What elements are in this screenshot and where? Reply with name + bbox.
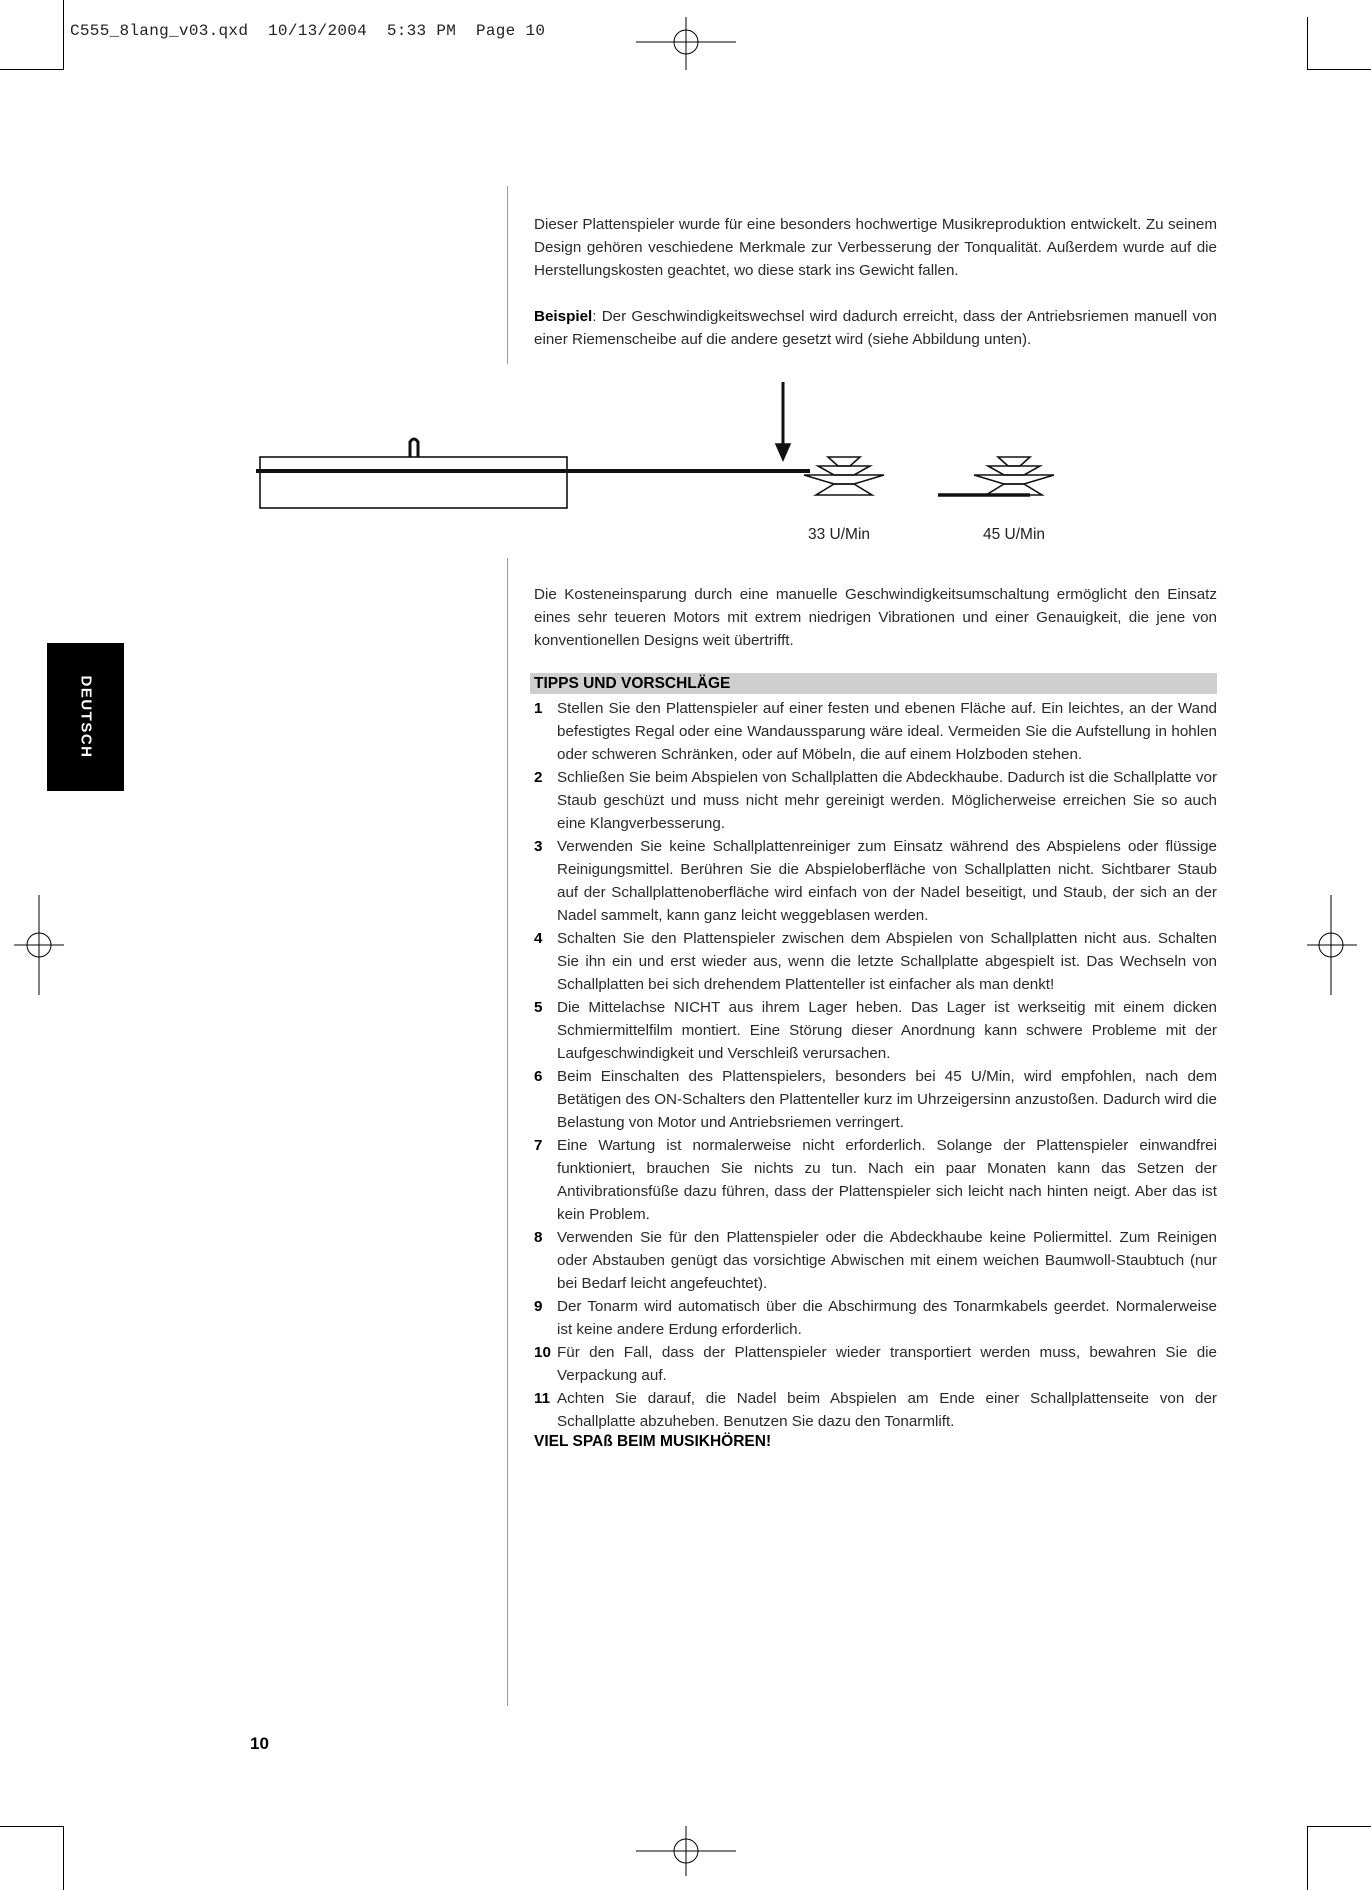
tips-heading: TIPPS UND VORSCHLÄGE: [530, 673, 1217, 694]
list-item: 5 Die Mittelachse NICHT aus ihrem Lager heben. Das Lager ist werkseitig mit einem dicken Schmiermittelfilm montiert. Eine Störung dieser Anordnung kann schwere Probleme mit der Laufgeschwindigkeit und Verschleiß verursachen.: [534, 999, 1217, 1062]
list-item: 2 Schließen Sie beim Abspielen von Schallplatten die Abdeckhaube. Dadurch ist die Schallplatte vor Staub geschüzt und muss nicht mehr gereinigt werden. Möglicherweise erreichen Sie so auch eine Klangverbesserung.: [534, 769, 1217, 832]
intro-paragraph: Dieser Plattenspieler wurde für eine besonders hochwertige Musikreproduktion entwickelt. Zu seinem Design gehören veschiedene Merkmale zur Verbesserung der Tonqualität. Außerdem wurde auf die Herstellungskosten geachtet, wo diese stark ins Gewicht fallen.: [534, 216, 1217, 279]
tips-list: [534, 697, 1217, 1433]
example-text: : Der Geschwindigkeitswechsel wird dadurch erreicht, dass der Antriebsriemen manuell von einer Riemenscheibe auf die andere gesetzt wird (siehe Abbildung unten).: [534, 308, 1217, 348]
list-item: 10 Für den Fall, dass der Plattenspieler wieder transportiert werden muss, bewahren Sie die Verpackung auf.: [534, 1344, 1217, 1384]
list-item: 7 Eine Wartung ist normalerweise nicht erforderlich. Solange der Plattenspieler einwandfrei funktioniert, brauchen Sie nichts zu tun. Nach ein paar Monaten kann das Setzen der Antivibrationsfüße dazu führen, dass der Plattenspieler sich leicht nach hinten neigt. Aber das ist kein Problem.: [534, 1137, 1217, 1223]
label-45-rpm: 45 U/Min: [983, 526, 1046, 543]
list-item: 9 Der Tonarm wird automatisch über die Abschirmung des Tonarmkabels geerdet. Normalerweise ist keine andere Erdung erforderlich.: [534, 1298, 1217, 1338]
pulley-33: [804, 457, 884, 495]
example-paragraph: [534, 305, 1217, 351]
list-item: 8 Verwenden Sie für den Plattenspieler oder die Abdeckhaube keine Poliermittel. Zum Reinigen oder Abstauben genügt das vorsichtige Abwischen mit einem weichen Baumwoll-Staubtuch (nur bei Bedarf leicht angefeuchtet).: [534, 1229, 1217, 1292]
example-label: Beispiel: [534, 308, 593, 325]
list-item: 1 Stellen Sie den Plattenspieler auf einer festen und ebenen Fläche auf. Ein leichtes, an der Wand befestigtes Regal oder eine Wandaussparung wäre ideal. Vermeiden Sie die Aufstellung in hohlen oder schweren Schränken, oder auf Möbeln, die auf einem Holzboden stehen.: [534, 700, 1217, 763]
column-rule-top: [507, 186, 508, 364]
pulley-45: [938, 457, 1054, 495]
closing-line: VIEL SPAß BEIM MUSIKHÖREN!: [534, 1433, 772, 1450]
platter-outline: [260, 457, 567, 508]
savings-paragraph: Die Kosteneinsparung durch eine manuelle Geschwindigkeitsumschaltung ermöglicht den Einsatz eines sehr teueren Motors mit extrem niedrigen Vibrationen und einer Genauigkeit, die jene von konventionellen Designs weit übertrifft.: [534, 586, 1217, 649]
list-item: 6 Beim Einschalten des Plattenspielers, besonders bei 45 U/Min, wird empfohlen, nach dem Betätigen des ON-Schalters den Plattenteller kurz im Uhrzeigersinn anzustoßen. Dadurch wird die Belastung von Motor und Antriebsriemen verringert.: [534, 1068, 1217, 1131]
list-item: 3 Verwenden Sie keine Schallplattenreiniger zum Einsatz während des Abspielens oder flüssige Reinigungsmittel. Berühren Sie die Abspieloberfläche von Schallplatten nicht. Sichtbarer Staub auf der Schallplattenoberfläche wird einfach von der Nadel beseitigt, und Staub, der sich an der Nadel sammelt, kann ganz leicht weggeblasen werden.: [534, 838, 1217, 924]
savings-section: [534, 583, 1217, 652]
intro-section: [534, 213, 1217, 351]
arrow-head: [776, 444, 790, 460]
label-33-rpm: 33 U/Min: [808, 526, 871, 543]
language-tab: [47, 643, 124, 791]
pulley-diagram: [250, 380, 1060, 510]
language-tab-label: DEUTSCH: [77, 675, 94, 759]
page-number: 10: [250, 1734, 269, 1753]
list-item: 4 Schalten Sie den Plattenspieler zwischen dem Abspielen von Schallplatten nicht aus. Schalten Sie ihn ein und erst wieder aus, wenn die letzte Schallplatte abgespielt ist. Das Wechseln von Schallplatten bei sich drehendem Plattenteller ist einfacher als man denkt!: [534, 930, 1217, 993]
slug-line: C555_8lang_v03.qxd 10/13/2004 5:33 PM Page 10: [70, 22, 546, 40]
column-rule-main: [507, 558, 508, 1706]
list-item: 11 Achten Sie darauf, die Nadel beim Abspielen am Ende einer Schallplattenseite von der Schallplatte abzuheben. Benutzen Sie dazu den Tonarmlift.: [534, 1390, 1217, 1430]
